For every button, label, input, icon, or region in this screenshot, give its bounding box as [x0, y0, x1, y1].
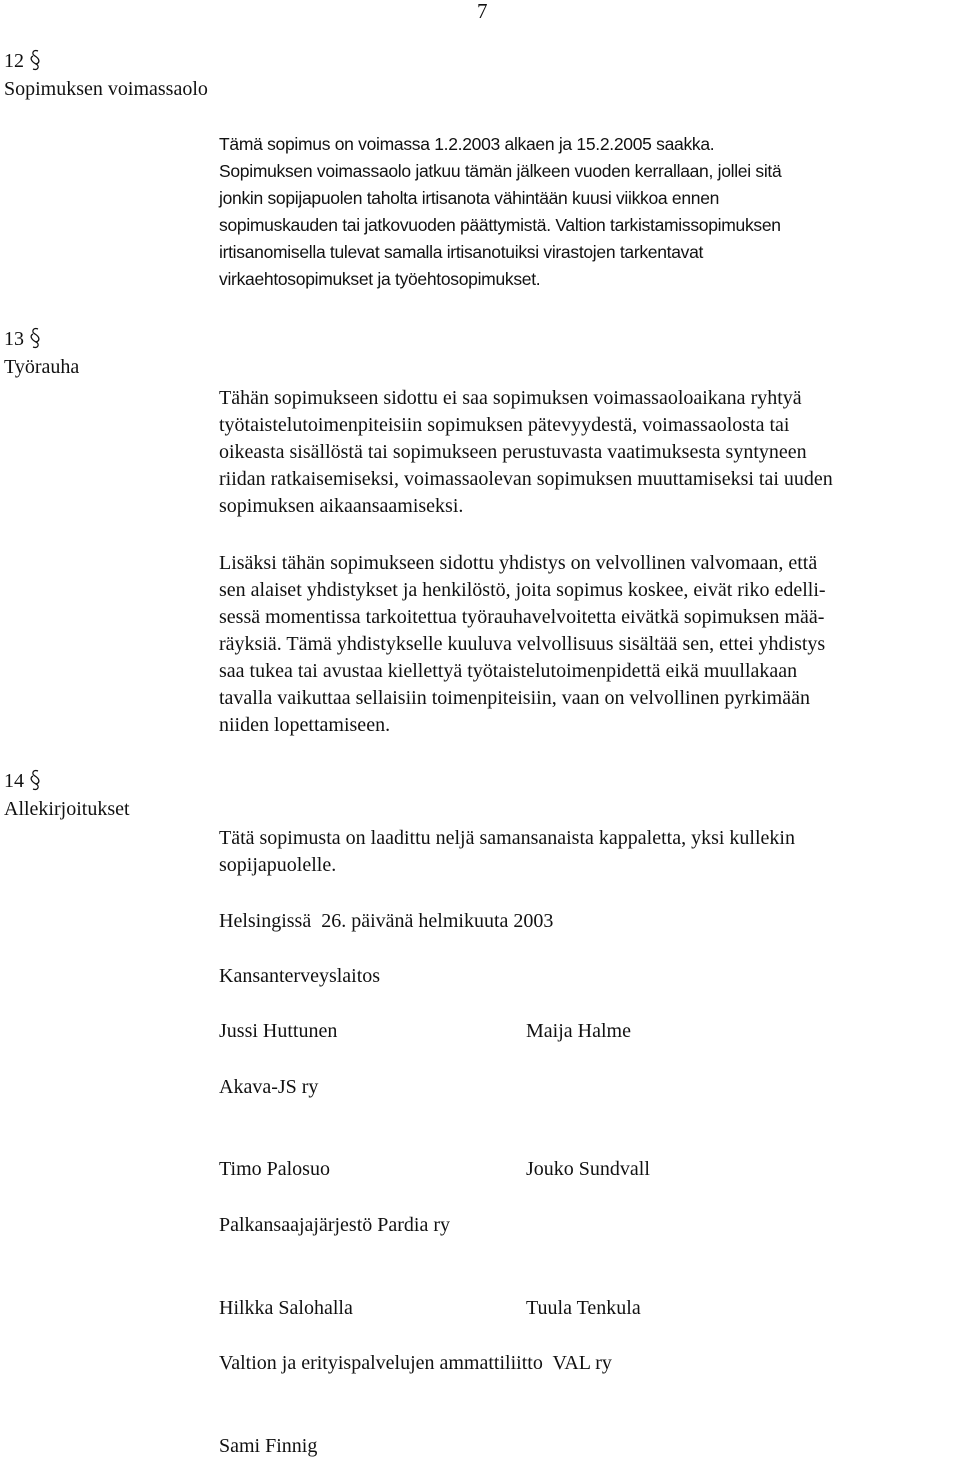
validity-line: Tämä sopimus on voimassa 1.2.2003 alkaen ja 15.2.2005 saakka.	[219, 134, 715, 154]
section-number: 13	[4, 328, 24, 350]
organization-name: Akava-JS ry	[219, 1076, 319, 1098]
paragraph-line: sessä momentissa tarkoitettua työrauhavelvoitetta eivätkä sopimuksen mää-	[219, 606, 825, 628]
paragraph-line: räyksiä. Tämä yhdistykselle kuuluva velvollisuus sisältää sen, ettei yhdistys	[219, 633, 826, 655]
section-12-heading	[4, 48, 41, 75]
paragraph-line: sopimuksen aikaansaamiseksi.	[219, 495, 464, 517]
section-12-title: Sopimuksen voimassaolo	[4, 78, 208, 100]
paragraph-line: sopijapuolelle.	[219, 854, 337, 876]
place-date: Helsingissä 26. päivänä helmikuuta 2003	[219, 910, 554, 932]
signer-name: Jussi Huttunen	[219, 1020, 338, 1042]
paragraph-line: oikeasta sisällöstä tai sopimukseen perustuvasta vaatimuksesta syntyneen	[219, 441, 807, 463]
validity-line: virkaehtosopimukset ja työehtosopimukset.	[219, 269, 541, 289]
paragraph-line: sen alaiset yhdistykset ja henkilöstö, joita sopimus koskee, eivät riko edelli-	[219, 579, 826, 601]
copies-paragraph	[219, 825, 959, 879]
page-number: 7	[477, 0, 488, 23]
signer-name: Timo Palosuo	[219, 1158, 330, 1180]
section-number: 12	[4, 50, 24, 72]
validity-line: Sopimuksen voimassaolo jatkuu tämän jälkeen vuoden kerrallaan, jollei sitä	[219, 161, 782, 181]
validity-text	[219, 131, 959, 293]
organization-name: Palkansaajajärjestö Pardia ry	[219, 1214, 451, 1236]
section-13-title: Työrauha	[4, 356, 80, 378]
signer-name: Tuula Tenkula	[526, 1297, 641, 1319]
section-14-title: Allekirjoitukset	[4, 798, 130, 820]
peace-paragraph-1	[219, 385, 959, 520]
paragraph-line: niiden lopettamiseen.	[219, 714, 391, 736]
validity-line: jonkin sopijapuolen taholta irtisanota vähintään kuusi viikkoa ennen	[219, 188, 720, 208]
paragraph-line: saa tukea tai avustaa kiellettyä työtaistelutoimenpidettä eikä muullakaan	[219, 660, 798, 682]
signer-name: Maija Halme	[526, 1020, 631, 1042]
paragraph-line: Lisäksi tähän sopimukseen sidottu yhdistys on velvollinen valvomaan, että	[219, 552, 818, 574]
organization-name: Kansanterveyslaitos	[219, 965, 381, 987]
peace-paragraph-2	[219, 550, 959, 739]
paragraph-line: riidan ratkaisemiseksi, voimassaolevan sopimuksen muuttamiseksi tai uuden	[219, 468, 833, 490]
paragraph-line: Tätä sopimusta on laadittu neljä samansanaista kappaletta, yksi kullekin	[219, 827, 795, 849]
section-sign-icon	[30, 49, 41, 71]
paragraph-line: työtaistelutoimenpiteisiin sopimuksen pätevyydestä, voimassaolosta tai	[219, 414, 790, 436]
section-sign-icon	[30, 327, 41, 349]
section-13-heading	[4, 326, 41, 353]
validity-line: sopimuskauden tai jatkovuoden päättymistä. Valtion tarkistamissopimuksen	[219, 215, 781, 235]
section-14-heading	[4, 768, 41, 795]
validity-line: irtisanomisella tulevat samalla irtisanotuiksi virastojen tarkentavat	[219, 242, 704, 262]
paragraph-line: tavalla vaikuttaa sellaisiin toimenpiteisiin, vaan on velvollinen pyrkimään	[219, 687, 810, 709]
signer-name: Sami Finnig	[219, 1435, 318, 1457]
signer-name: Hilkka Salohalla	[219, 1297, 353, 1319]
section-sign-icon	[30, 769, 41, 791]
paragraph-line: Tähän sopimukseen sidottu ei saa sopimuksen voimassaoloaikana ryhtyä	[219, 387, 802, 409]
organization-name: Valtion ja erityispalvelujen ammattiliitto VAL ry	[219, 1352, 612, 1374]
signer-name: Jouko Sundvall	[526, 1158, 650, 1180]
section-number: 14	[4, 770, 24, 792]
